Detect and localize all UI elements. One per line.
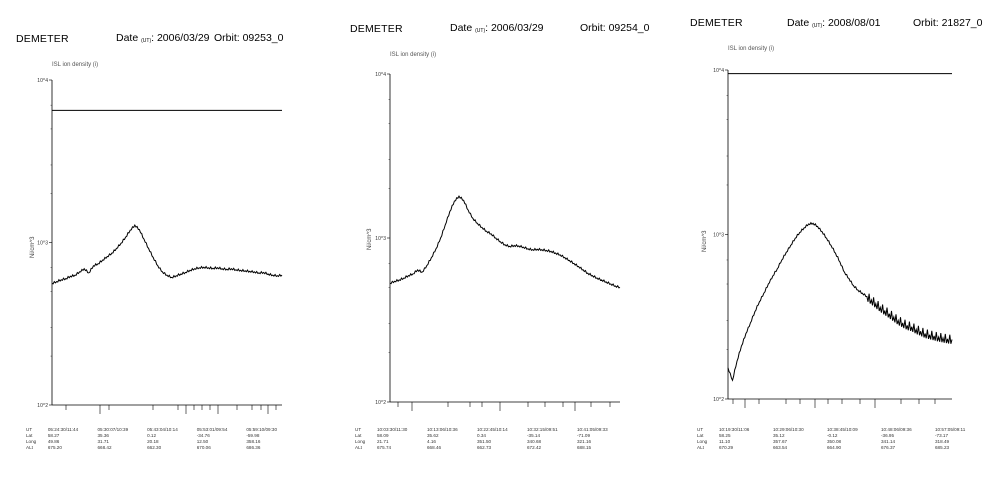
footer-cell: 05:43:04/10:14: [147, 427, 178, 432]
y-axis-label: Ni/cm^3: [367, 228, 373, 250]
footer-cell: 668.46: [427, 445, 442, 450]
footer-cell: 676.37: [881, 445, 896, 450]
data-series-line: [390, 196, 620, 288]
date-label: Date $_{(UT)}$: 2006/03/29: [450, 22, 544, 34]
footer-cell: 686.36: [246, 445, 261, 450]
footer-cell: 49.86: [47, 439, 60, 444]
footer-cell: 672.42: [527, 445, 542, 450]
footer-cell: 31.71: [97, 439, 109, 444]
footer-row-label: ALt: [26, 445, 33, 450]
footer-cell: 35.36: [97, 433, 109, 438]
footer-cell: 350.08: [827, 439, 842, 444]
footer-cell: 10:48:06/09:36: [881, 427, 912, 432]
chart-svg-3: [680, 0, 999, 477]
footer-cell: 340.68: [527, 439, 542, 444]
footer-cell: 10:29:06/10:30: [773, 427, 804, 432]
chart-svg-2: [340, 0, 640, 477]
data-series-line: [728, 223, 952, 381]
footer-row: [26, 445, 296, 451]
satellite-label: DEMETER: [350, 23, 403, 35]
y-tick-label: 10^3: [713, 232, 724, 239]
y-tick-label: 10^3: [37, 240, 48, 247]
footer-row-label: Lat: [26, 433, 33, 438]
footer-cell: 341.14: [881, 439, 896, 444]
footer-row-label: UT: [26, 427, 33, 432]
orbit-label: Orbit: 09254_0: [580, 22, 650, 34]
chart-panel-3: [680, 0, 999, 477]
footer-cell: -35.14: [527, 433, 541, 438]
footer-cell: -71.09: [577, 433, 591, 438]
footer-row: [355, 445, 635, 451]
date-label: Date $_{(UT)}$: 2006/03/29: [116, 32, 210, 44]
footer-row-label: UT: [697, 427, 704, 432]
orbit-label: Orbit: 09253_0: [214, 32, 284, 44]
footer-cell: 4.16: [427, 439, 436, 444]
footer-row-label: Lat: [697, 433, 704, 438]
footer-cell: -34.76: [196, 433, 210, 438]
footer-cell: 357.67: [773, 439, 788, 444]
chart-panel-1: [0, 0, 300, 477]
data-series-line: [52, 225, 282, 284]
footer-cell: 675.74: [377, 445, 392, 450]
footer-cell: 351.50: [477, 439, 492, 444]
footer-cell: 10:22:45/10:14: [477, 427, 508, 432]
footer-cell: 10:03:30/11:30: [377, 427, 408, 432]
footer-cell: 668.42: [97, 445, 112, 450]
footer-row-label: UT: [355, 427, 362, 432]
footer-cell: 670.06: [196, 445, 211, 450]
footer-cell: 58.09: [377, 433, 389, 438]
footer-cell: 321.16: [577, 439, 592, 444]
y-tick-label: 10^2: [713, 397, 724, 403]
footer-row-label: Long: [697, 439, 708, 444]
footer-cell: 10:41:05/09:33: [577, 427, 608, 432]
orbit-label: Orbit: 21827_0: [913, 17, 983, 29]
plot-title: ISL ion density (i): [728, 46, 775, 52]
footer-cell: 11.10: [719, 439, 731, 444]
footer-row-label: Long: [355, 439, 366, 444]
footer-cell: 0.12: [147, 433, 157, 438]
footer-row-label: ALt: [355, 445, 362, 450]
footer-cell: 0.34: [477, 433, 486, 438]
footer-cell: 10:32:15/09:51: [527, 427, 558, 432]
footer-cell: -36.95: [881, 433, 895, 438]
footer-cell: 10:57:05/09:11: [935, 427, 966, 432]
footer-row-label: ALt: [697, 445, 704, 450]
y-tick-label: 10^4: [713, 68, 724, 74]
footer-cell: 05:24:30/11:44: [47, 427, 79, 432]
footer-cell: 05:30:07/10:39: [97, 427, 129, 432]
footer-cell: -0.12: [827, 433, 838, 438]
y-tick-label: 10^2: [37, 403, 48, 409]
footer-cell: 10:13:06/10:36: [427, 427, 458, 432]
y-tick-label: 10^3: [375, 236, 386, 242]
footer-cell: 318.49: [935, 439, 950, 444]
satellite-label: DEMETER: [16, 33, 69, 45]
footer-cell: 10:19:30/11:06: [719, 427, 750, 432]
date-label: Date $_{(UT)}$: 2008/08/01: [787, 17, 881, 29]
satellite-label: DEMETER: [690, 17, 743, 29]
chart-svg-1: [0, 0, 300, 477]
footer-cell: -73.17: [935, 433, 949, 438]
footer-table: [26, 427, 296, 451]
footer-cell: 58.25: [719, 433, 731, 438]
footer-cell: 58.27: [47, 433, 60, 438]
footer-cell: 664.90: [827, 445, 842, 450]
footer-cell: 20.18: [147, 439, 159, 444]
footer-cell: 670.29: [719, 445, 734, 450]
footer-row-label: Long: [26, 439, 37, 444]
footer-row-label: Lat: [355, 433, 362, 438]
plot-title: ISL ion density (i): [52, 62, 99, 68]
footer-cell: 688.15: [577, 445, 592, 450]
y-axis-label: Ni/cm^3: [30, 236, 36, 258]
footer-cell: -59.98: [246, 433, 260, 438]
footer-cell: 12.50: [196, 439, 209, 444]
footer-cell: 05:59:10/09:30: [246, 427, 277, 432]
y-tick-label: 10^2: [375, 400, 386, 406]
y-tick-label: 10^4: [37, 78, 48, 84]
footer-table: [697, 427, 997, 451]
y-tick-label: 10^4: [375, 72, 386, 78]
footer-cell: 685.23: [935, 445, 950, 450]
footer-cell: 358.16: [246, 439, 261, 444]
y-axis-label: Ni/cm^3: [702, 230, 708, 252]
footer-cell: 10:38:45/10:09: [827, 427, 858, 432]
footer-row: [697, 445, 997, 451]
footer-table: [355, 427, 635, 451]
footer-cell: 662.30: [147, 445, 162, 450]
footer-cell: 35.62: [427, 433, 439, 438]
footer-cell: 675.20: [47, 445, 62, 450]
footer-cell: 21.71: [377, 439, 389, 444]
footer-cell: 662.73: [477, 445, 492, 450]
plot-title: ISL ion density (i): [390, 52, 437, 58]
chart-panel-2: [340, 0, 650, 477]
footer-cell: 35.12: [773, 433, 785, 438]
footer-cell: 663.54: [773, 445, 788, 450]
footer-cell: 05:53:01/09:54: [196, 427, 228, 432]
